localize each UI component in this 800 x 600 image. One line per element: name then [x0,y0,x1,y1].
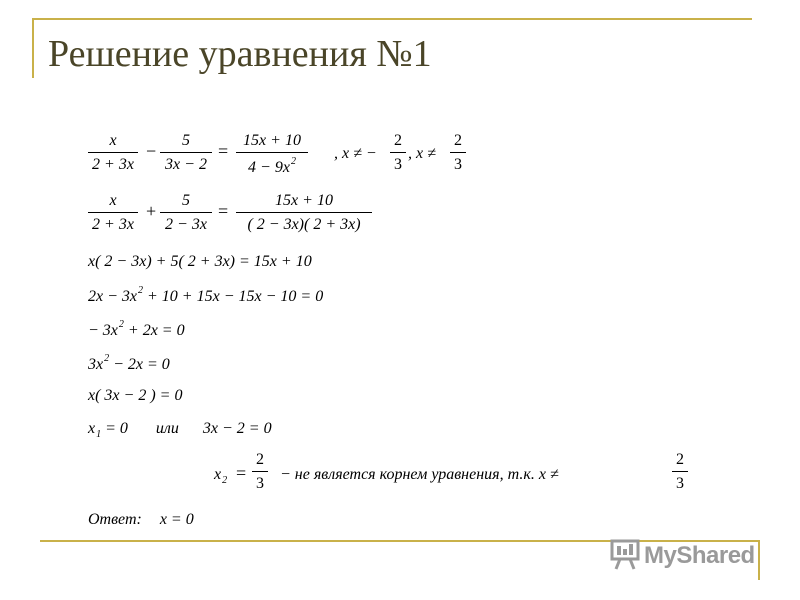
eq1-minus: − [146,141,157,161]
step-line-8: $x_1 = 0$ или 3x − 2 = 0 [88,420,272,440]
frame-top-line [32,18,752,20]
eq2-fraction-1: x 2 + 3x [88,193,138,233]
step-line-5: − $3x^2 + 2x = 0$ [88,319,185,339]
presentation-board-icon [610,538,640,570]
answer-line [88,512,194,528]
answer-label: Ответ: [88,511,142,528]
eq9-fraction-2: 2 3 [672,452,688,492]
myshared-logo [610,538,760,574]
step-line-6: $3x^2 - 2x = 0$ [88,353,170,373]
eq2-equals: = [218,201,229,221]
eq9-equals: = [236,463,247,483]
eq9-x2: $x_2$ [214,466,228,486]
eq2-fraction-2: 5 2 − 3x [160,193,212,233]
eq1-condition-fraction-1: 2 3 [390,133,406,173]
eq1-condition-2: , x ≠ [408,145,436,162]
eq1-fraction-3: 15x + 10 $4 - 9x^2$ [236,133,308,176]
frame-left-line [32,18,34,78]
eq1-equals: = [218,141,229,161]
eq1-fraction-2: 5 3x − 2 [160,133,212,173]
step-line-7: x( 3x − 2 ) = 0 [88,387,183,404]
step-line-3: x( 2 − 3x) + 5( 2 + 3x) = 15x + 10 [88,253,312,270]
eq9-explanation: − не является корнем уравнения, т.к. x ≠ [280,466,559,483]
eq2-plus: + [146,201,157,221]
slide-title: Решение уравнения №1 [48,33,432,75]
eq1-condition-fraction-2: 2 3 [450,133,466,173]
logo-text: MyShared [644,542,755,569]
eq2-fraction-3: 15x + 10 ( 2 − 3x)( 2 + 3x) [236,193,372,233]
eq9-fraction-1: 2 3 [252,452,268,492]
eq1-condition-1: , x ≠ − [334,145,377,162]
step-line-4: $2x - 3x^2 + 10 + 15x - 15x - 10 = 0$ [88,285,324,305]
eq1-fraction-1: x 2 + 3x [88,133,138,173]
answer-value: x = 0 [159,511,194,528]
